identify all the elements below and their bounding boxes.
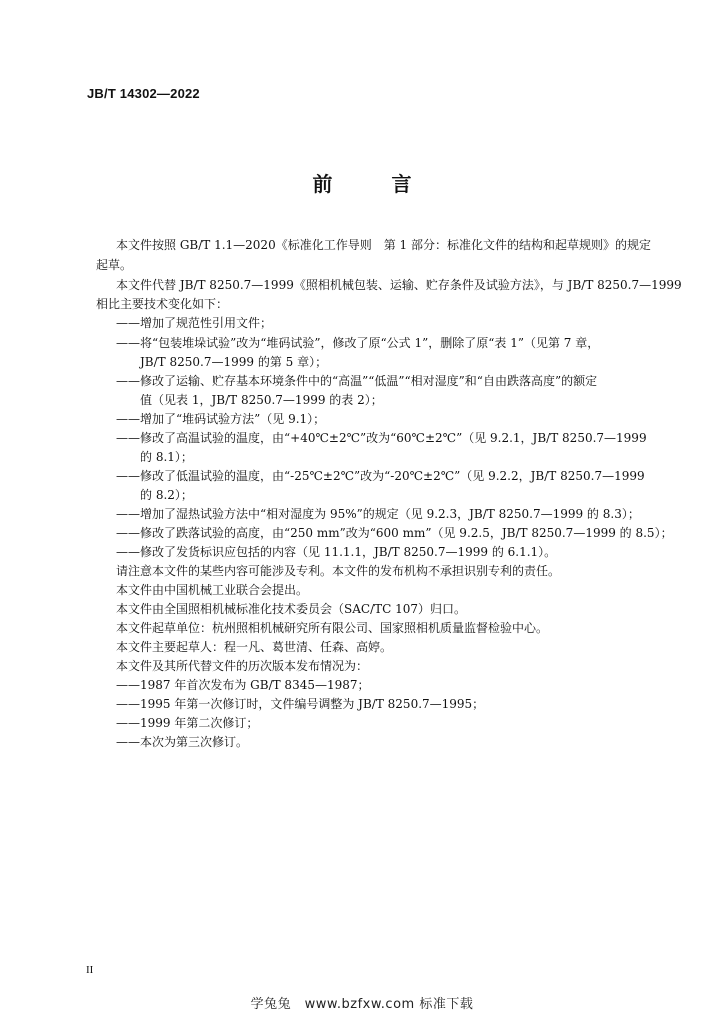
list-item: ——修改了低温试验的温度，由“-25℃±2℃”改为“-20℃±2℃”（见 9.2.2，JB/T 8250.7—1999 [116,469,645,483]
paragraph-line: 本文件由中国机械工业联合会提出。 [116,583,309,597]
list-item: ——增加了规范性引用文件； [116,316,273,330]
paragraph-line: 本文件主要起草人：程一凡、葛世清、任森、高婷。 [116,640,393,654]
list-item-continuation: 的 8.2）； [140,488,193,502]
paragraph-line: 起草。 [96,258,133,272]
paragraph-line: 本文件代替 JB/T 8250.7—1999《照相机械包装、运输、贮存条件及试验方法》，与 JB/T 8250.7—1999 [116,278,682,292]
list-item: ——修改了运输、贮存基本环境条件中的“高温”“低温”“相对湿度”和“自由跌落高度”的额定 [116,374,598,388]
list-item: ——1995 年第一次修订时，文件编号调整为 JB/T 8250.7—1995； [116,697,485,711]
list-item: ——增加了湿热试验方法中“相对湿度为 95%”的规定（见 9.2.3，JB/T 8250.7—1999 的 8.3）； [116,507,640,521]
list-item-continuation: 值（见表 1，JB/T 8250.7—1999 的表 2）； [140,393,383,407]
list-item: ——修改了跌落试验的高度，由“250 mm”改为“600 mm”（见 9.2.5，JB/T 8250.7—1999 的 8.5）； [116,526,673,540]
list-item-continuation: JB/T 8250.7—1999 的第 5 章）； [140,355,328,369]
paragraph-line: 本文件及其所代替文件的历次版本发布情况为： [116,659,369,673]
footer-watermark: 学兔兔 www.bzfxw.com 标准下载 [250,997,474,1012]
list-item: ——1999 年第二次修订； [116,716,259,730]
paragraph-line: 本文件按照 GB/T 1.1—2020《标准化工作导则 第 1 部分：标准化文件的结构和起草规则》的规定 [116,238,651,252]
paragraph-line: 请注意本文件的某些内容可能涉及专利。本文件的发布机构不承担识别专利的责任。 [116,564,561,578]
list-item: ——增加了“堆码试验方法”（见 9.1）； [116,412,326,426]
list-item: ——本次为第三次修订。 [116,735,249,749]
page-title: 前 言 [312,172,438,196]
list-item: ——修改了发货标识应包括的内容（见 11.1.1，JB/T 8250.7—1999 的 6.1.1）。 [116,545,557,559]
paragraph-line: 本文件由全国照相机械标准化技术委员会（SAC/TC 107）归口。 [116,602,467,616]
list-item-continuation: 的 8.1）； [140,450,193,464]
list-item: ——1987 年首次发布为 GB/T 8345—1987； [116,678,370,692]
list-item: ——将“包装堆垛试验”改为“堆码试验”，修改了原“公式 1”，删除了原“表 1”（见第 7 章， [116,336,600,350]
page-number: II [86,964,94,976]
list-item: ——修改了高温试验的温度，由“+40℃±2℃”改为“60℃±2℃”（见 9.2.1，JB/T 8250.7—1999 [116,431,647,445]
paragraph-line: 本文件起草单位：杭州照相机械研究所有限公司、国家照相机质量监督检验中心。 [116,621,549,635]
paragraph-line: 相比主要技术变化如下： [96,297,229,311]
standard-code: JB/T 14302—2022 [87,86,200,101]
